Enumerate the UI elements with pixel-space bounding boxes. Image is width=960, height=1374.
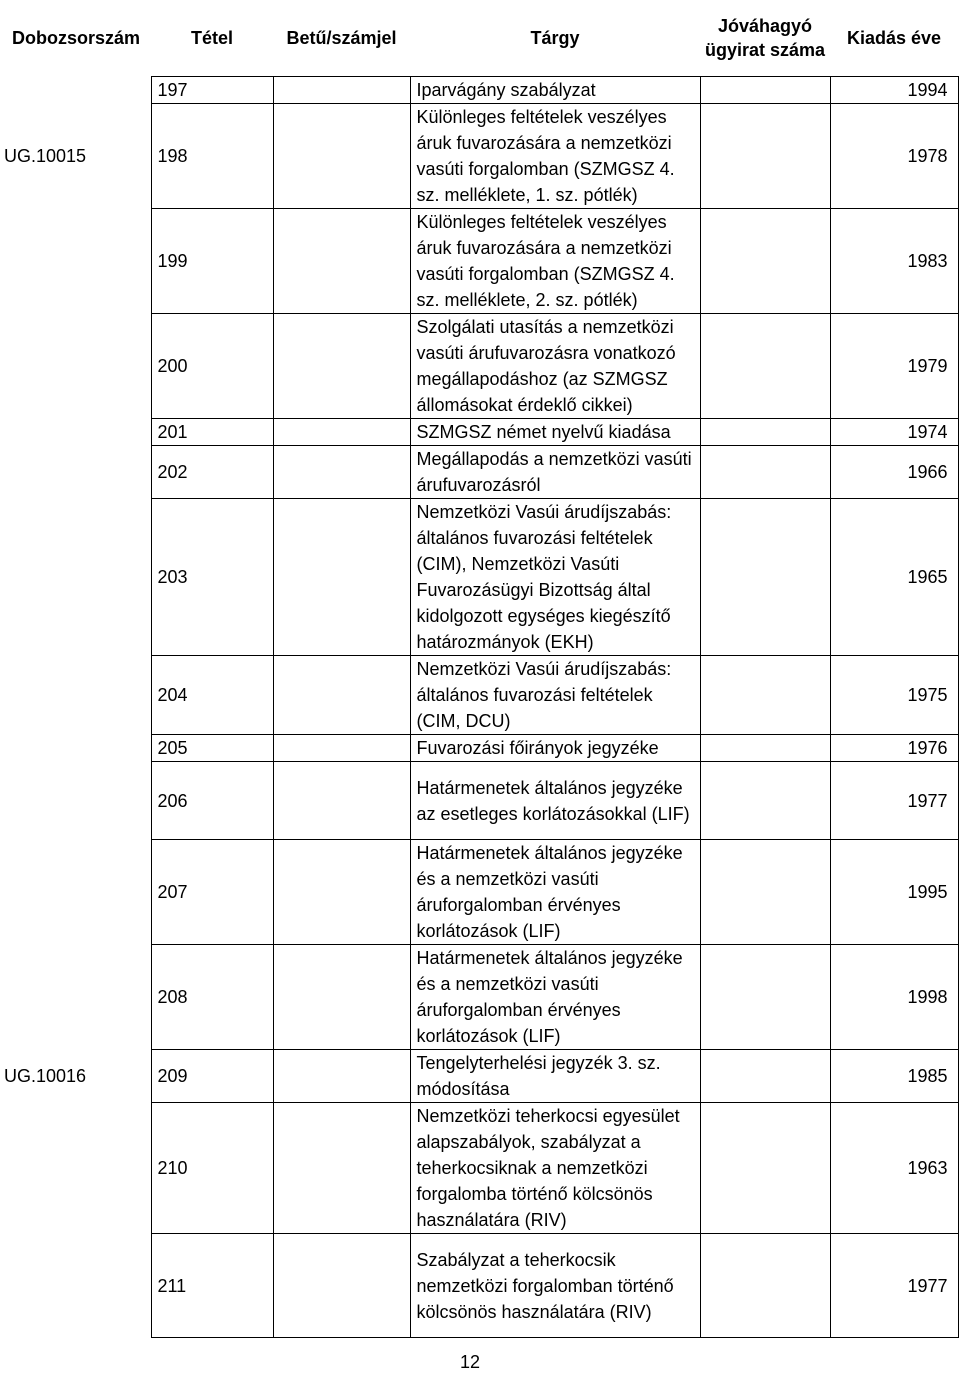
cell-tetel: 200	[151, 314, 273, 419]
cell-jovahagyo	[700, 77, 830, 104]
cell-kiadas-eve: 1983	[830, 209, 958, 314]
cell-targy: SZMGSZ német nyelvű kiadása	[410, 419, 700, 446]
cell-targy: Megállapodás a nemzetközi vasúti árufuvarozásról	[410, 446, 700, 499]
cell-kiadas-eve: 1979	[830, 314, 958, 419]
cell-betu-szamjel	[273, 945, 410, 1050]
cell-jovahagyo	[700, 762, 830, 840]
table-row	[0, 77, 958, 104]
cell-betu-szamjel	[273, 735, 410, 762]
table-row	[0, 1234, 958, 1338]
cell-kiadas-eve: 1985	[830, 1050, 958, 1103]
cell-tetel: 205	[151, 735, 273, 762]
cell-jovahagyo	[700, 209, 830, 314]
cell-targy: Szabályzat a teherkocsik nemzetközi forgalomban történő kölcsönös használatára (RIV)	[410, 1234, 700, 1338]
cell-jovahagyo	[700, 446, 830, 499]
table-row	[0, 419, 958, 446]
header-targy: Tárgy	[530, 28, 580, 48]
cell-tetel: 201	[151, 419, 273, 446]
cell-kiadas-eve: 1994	[830, 77, 958, 104]
cell-dobozsorszam	[0, 77, 151, 104]
cell-tetel: 202	[151, 446, 273, 499]
cell-jovahagyo	[700, 945, 830, 1050]
cell-tetel: 210	[151, 1103, 273, 1234]
cell-targy: Határmenetek általános jegyzéke az esetleges korlátozásokkal (LIF)	[410, 762, 700, 840]
cell-dobozsorszam	[0, 735, 151, 762]
cell-kiadas-eve: 1963	[830, 1103, 958, 1234]
cell-tetel: 206	[151, 762, 273, 840]
cell-jovahagyo	[700, 104, 830, 209]
table-row	[0, 735, 958, 762]
cell-dobozsorszam	[0, 446, 151, 499]
cell-dobozsorszam	[0, 1103, 151, 1234]
cell-dobozsorszam	[0, 419, 151, 446]
cell-kiadas-eve: 1976	[830, 735, 958, 762]
cell-tetel: 209	[151, 1050, 273, 1103]
cell-jovahagyo	[700, 1050, 830, 1103]
cell-tetel: 208	[151, 945, 273, 1050]
header-jovahagyo	[700, 0, 830, 77]
cell-targy: Szolgálati utasítás a nemzetközi vasúti árufuvarozásra vonatkozó megállapodáshoz (az SZMGSZ állomásokat érdeklő cikkei)	[410, 314, 700, 419]
cell-betu-szamjel	[273, 314, 410, 419]
cell-betu-szamjel	[273, 104, 410, 209]
cell-jovahagyo	[700, 656, 830, 735]
cell-kiadas-eve: 1978	[830, 104, 958, 209]
cell-tetel: 204	[151, 656, 273, 735]
header-kiadas-eve: Kiadás éve	[846, 28, 942, 48]
cell-jovahagyo	[700, 840, 830, 945]
cell-dobozsorszam	[0, 762, 151, 840]
table-row	[0, 314, 958, 419]
cell-tetel: 207	[151, 840, 273, 945]
cell-betu-szamjel	[273, 1050, 410, 1103]
page-number: 12	[459, 1352, 481, 1372]
cell-jovahagyo	[700, 499, 830, 656]
cell-betu-szamjel	[273, 1103, 410, 1234]
cell-kiadas-eve: 1974	[830, 419, 958, 446]
cell-targy: Határmenetek általános jegyzéke és a nemzetközi vasúti áruforgalomban érvényes korlátozások (LIF)	[410, 945, 700, 1050]
cell-jovahagyo	[700, 1103, 830, 1234]
cell-kiadas-eve: 1998	[830, 945, 958, 1050]
cell-dobozsorszam	[0, 945, 151, 1050]
header-row	[0, 0, 958, 77]
cell-targy: Iparvágány szabályzat	[410, 77, 700, 104]
cell-kiadas-eve: 1977	[830, 1234, 958, 1338]
cell-betu-szamjel	[273, 77, 410, 104]
cell-tetel: 203	[151, 499, 273, 656]
cell-betu-szamjel	[273, 762, 410, 840]
table-body	[0, 77, 958, 1338]
table-row	[0, 840, 958, 945]
cell-tetel: 211	[151, 1234, 273, 1338]
cell-jovahagyo	[700, 419, 830, 446]
cell-targy: Nemzetközi Vasúi árudíjszabás: általános fuvarozási feltételek (CIM, DCU)	[410, 656, 700, 735]
cell-tetel: 199	[151, 209, 273, 314]
header-tetel: Tétel	[190, 28, 233, 48]
cell-betu-szamjel	[273, 499, 410, 656]
table-row	[0, 499, 958, 656]
cell-jovahagyo	[700, 735, 830, 762]
cell-dobozsorszam	[0, 840, 151, 945]
cell-dobozsorszam	[0, 209, 151, 314]
cell-dobozsorszam	[0, 656, 151, 735]
cell-jovahagyo	[700, 314, 830, 419]
cell-targy: Különleges feltételek veszélyes áruk fuvarozására a nemzetközi vasúti forgalomban (SZMGSZ 4. sz. melléklete, 2. sz. pótlék)	[410, 209, 700, 314]
cell-targy: Különleges feltételek veszélyes áruk fuvarozására a nemzetközi vasúti forgalomban (SZMGSZ 4. sz. melléklete, 1. sz. pótlék)	[410, 104, 700, 209]
cell-tetel: 197	[151, 77, 273, 104]
header-dobozsorszam: Dobozsorszám	[12, 28, 141, 49]
table-row	[0, 446, 958, 499]
cell-targy: Tengelyterhelési jegyzék 3. sz. módosítása	[410, 1050, 700, 1103]
cell-kiadas-eve: 1975	[830, 656, 958, 735]
cell-kiadas-eve: 1965	[830, 499, 958, 656]
cell-tetel: 198	[151, 104, 273, 209]
cell-betu-szamjel	[273, 1234, 410, 1338]
cell-kiadas-eve: 1977	[830, 762, 958, 840]
cell-dobozsorszam	[0, 499, 151, 656]
cell-betu-szamjel	[273, 840, 410, 945]
cell-betu-szamjel	[273, 419, 410, 446]
cell-betu-szamjel	[273, 209, 410, 314]
cell-targy: Nemzetközi Vasúi árudíjszabás: általános fuvarozási feltételek (CIM), Nemzetközi Vasúti Fuvarozásügyi Bizottság által kidolgozott egységes kiegészítő határozmányok (EKH)	[410, 499, 700, 656]
cell-targy: Fuvarozási főirányok jegyzéke	[410, 735, 700, 762]
header-jovahagyo-line1: Jóváhagyó	[717, 16, 813, 36]
table-row	[0, 209, 958, 314]
cell-dobozsorszam	[0, 1234, 151, 1338]
cell-dobozsorszam	[0, 314, 151, 419]
cell-dobozsorszam: UG.10016	[4, 1066, 87, 1086]
cell-kiadas-eve: 1966	[830, 446, 958, 499]
cell-targy: Határmenetek általános jegyzéke és a nemzetközi vasúti áruforgalomban érvényes korlátozások (LIF)	[410, 840, 700, 945]
cell-dobozsorszam: UG.10015	[4, 146, 87, 166]
header-betu-szamjel: Betű/számjel	[286, 28, 397, 48]
table-row	[0, 104, 958, 209]
table-row	[0, 945, 958, 1050]
cell-betu-szamjel	[273, 446, 410, 499]
cell-betu-szamjel	[273, 656, 410, 735]
cell-kiadas-eve: 1995	[830, 840, 958, 945]
cell-targy: Nemzetközi teherkocsi egyesület alapszabályok, szabályzat a teherkocsiknak a nemzetközi forgalomba történő kölcsönös használatára (RIV)	[410, 1103, 700, 1234]
table-row	[0, 1050, 958, 1103]
header-jovahagyo-line2: ügyirat száma	[704, 40, 826, 60]
table-row	[0, 1103, 958, 1234]
table-row	[0, 656, 958, 735]
table-row	[0, 762, 958, 840]
cell-jovahagyo	[700, 1234, 830, 1338]
